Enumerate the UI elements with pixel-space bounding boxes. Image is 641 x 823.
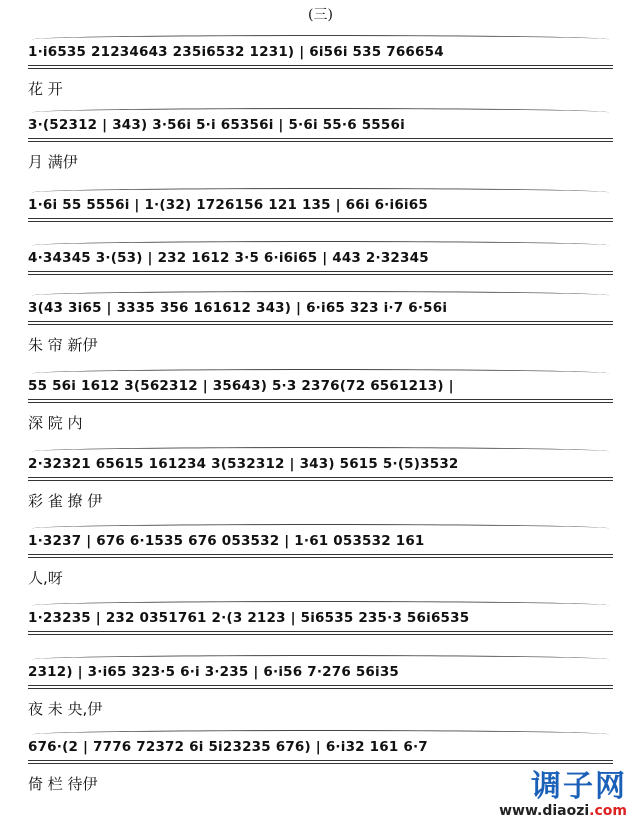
lyrics-text: 月 满伊 xyxy=(28,153,78,171)
underline-beam xyxy=(28,221,613,222)
underline-beam xyxy=(28,688,613,689)
underline-beam xyxy=(28,274,613,275)
underline-beam xyxy=(28,554,613,555)
underline-beam xyxy=(28,760,613,761)
notes-text: 676·(2 | 7776 72372 6i 5i23235 676) | 6·i32 161 6·7 xyxy=(28,739,428,755)
underline-beam xyxy=(28,65,613,66)
lyrics-text: 人,呀 xyxy=(28,569,63,587)
underline-beam xyxy=(28,218,613,219)
underline-beam xyxy=(28,271,613,272)
lyrics-text: 夜 未 央,伊 xyxy=(28,700,103,718)
notation-row xyxy=(28,533,613,587)
notes-text: 1·3237 | 676 6·1535 676 053532 | 1·61 053532 161 xyxy=(28,533,425,549)
slur-line xyxy=(32,369,609,378)
notes-text: 3(43 3i65 | 3335 356 161612 343) | 6·i65 323 i·7 6·56i xyxy=(28,300,448,316)
slur-line xyxy=(32,108,609,117)
notes-text: 1·23235 | 232 0351761 2·(3 2123 | 5i6535 235·3 56i6535 xyxy=(28,610,470,626)
underline-beam xyxy=(28,685,613,686)
watermark-url: www.diaozi.com xyxy=(499,803,627,819)
notation-row xyxy=(28,300,613,354)
slur-line xyxy=(32,447,609,456)
lyrics-text: 朱 帘 新伊 xyxy=(28,336,98,354)
notes-text: 3·(52312 | 343) 3·56i 5·i 65356i | 5·6i 55·6 5556i xyxy=(28,117,405,133)
slur-line xyxy=(32,601,609,610)
underline-beam xyxy=(28,477,613,478)
slur-line xyxy=(32,188,609,197)
notes-text: 1·i6535 21234643 235i6532 1231) | 6i56i 535 766654 xyxy=(28,44,444,60)
notes-text: 55 56i 1612 3(562312 | 35643) 5·3 2376(72 6561213) | xyxy=(28,378,454,394)
underline-beam xyxy=(28,324,613,325)
underline-beam xyxy=(28,634,613,635)
notation-row xyxy=(28,197,613,237)
slur-line xyxy=(32,655,609,664)
underline-beam xyxy=(28,763,613,764)
underline-beam xyxy=(28,68,613,69)
notation-row xyxy=(28,456,613,510)
underline-beam xyxy=(28,321,613,322)
notation-row xyxy=(28,664,613,718)
lyrics-text: 花 开 xyxy=(28,80,63,98)
section-title: (三) xyxy=(308,7,333,23)
notes-text: 2·32321 65615 161234 3(532312 | 343) 5615 5·(5)3532 xyxy=(28,456,459,472)
notation-row xyxy=(28,378,613,432)
underline-beam xyxy=(28,138,613,139)
slur-line xyxy=(32,291,609,300)
notes-text: 2312) | 3·i65 323·5 6·i 3·235 | 6·i56 7·276 56i35 xyxy=(28,664,400,680)
notation-row xyxy=(28,610,613,650)
slur-line xyxy=(32,35,609,44)
underline-beam xyxy=(28,399,613,400)
underline-beam xyxy=(28,480,613,481)
underline-beam xyxy=(28,141,613,142)
watermark-title: 调子网 xyxy=(531,769,627,804)
underline-beam xyxy=(28,557,613,558)
underline-beam xyxy=(28,402,613,403)
notes-text: 4·34345 3·(53) | 232 1612 3·5 6·i6i65 | 443 2·32345 xyxy=(28,250,429,266)
notation-row xyxy=(28,44,613,98)
watermark xyxy=(499,771,627,819)
notation-row xyxy=(28,117,613,171)
underline-beam xyxy=(28,631,613,632)
slur-line xyxy=(32,524,609,533)
lyrics-text: 彩 雀 撩 伊 xyxy=(28,492,103,510)
slur-line xyxy=(32,241,609,250)
notes-text: 1·6i 55 5556i | 1·(32) 1726156 121 135 | 66i 6·i6i65 xyxy=(28,197,428,213)
lyrics-text: 倚 栏 待伊 xyxy=(28,775,98,793)
notation-row xyxy=(28,250,613,290)
slur-line xyxy=(32,730,609,739)
lyrics-text: 深 院 内 xyxy=(28,414,83,432)
